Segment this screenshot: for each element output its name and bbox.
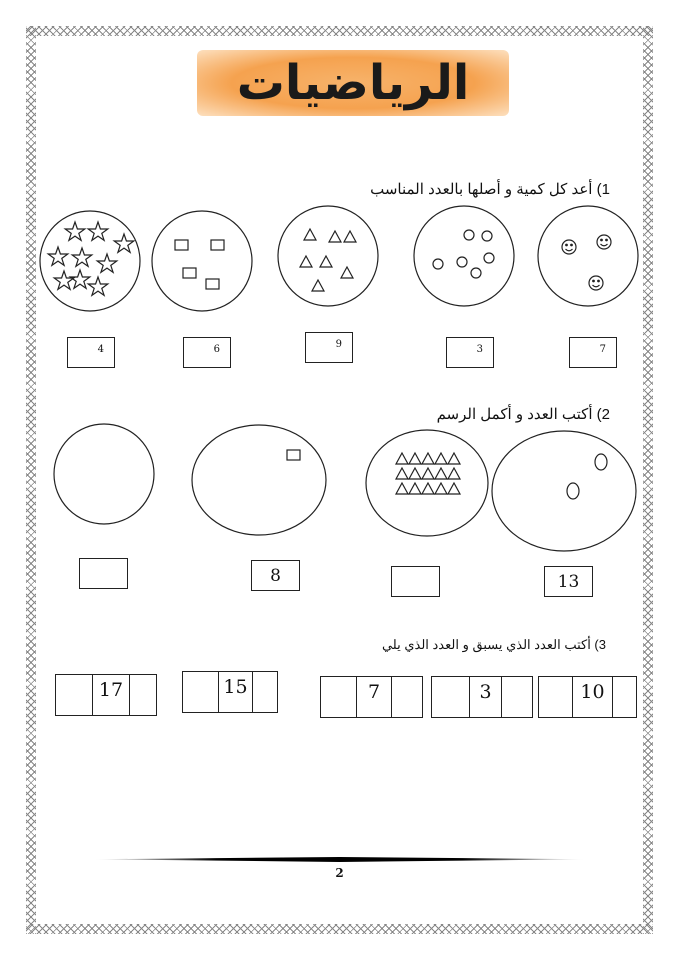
square-icon	[287, 450, 300, 460]
triangle-icon	[422, 483, 434, 494]
dot-icon	[433, 259, 443, 269]
triangle-icon	[448, 468, 460, 479]
oval-icon	[595, 454, 607, 470]
set-circle-stars	[40, 211, 140, 311]
before-cell[interactable]	[539, 677, 573, 717]
triangle-icon	[422, 453, 434, 464]
ellipse-with-square	[192, 425, 326, 535]
square-icon	[175, 240, 188, 250]
smiley-icon	[597, 235, 611, 249]
oval-icon	[567, 483, 579, 499]
dot-icon	[457, 257, 467, 267]
triangle-icon	[344, 231, 356, 242]
page-number: 2	[335, 866, 344, 880]
page-title: الرياضيات	[236, 55, 470, 111]
star-icon	[88, 277, 108, 295]
set-circle-triangles	[278, 206, 378, 306]
triangle-icon	[320, 256, 332, 267]
star-icon	[54, 271, 74, 289]
dot-icon	[482, 231, 492, 241]
before-cell[interactable]	[183, 672, 219, 712]
triangle-icon	[435, 468, 447, 479]
triangle-icon	[304, 229, 316, 240]
sequence-box-2	[182, 671, 278, 713]
star-icon	[88, 222, 108, 240]
triangle-icon	[448, 453, 460, 464]
set-circle-squares	[152, 211, 252, 311]
set-circle-smileys	[538, 206, 638, 306]
triangle-icon	[422, 468, 434, 479]
triangle-icon	[409, 453, 421, 464]
sequence-box-5	[538, 676, 637, 718]
given-number: 3	[470, 677, 502, 717]
triangle-icon	[329, 231, 341, 242]
number-box-1[interactable]: 4	[67, 337, 115, 368]
triangle-icon	[341, 267, 353, 278]
given-number: 15	[219, 672, 253, 712]
given-number: 10	[573, 677, 613, 717]
instruction-1: 1) أعد كل كمية و أصلها بالعدد المناسب	[370, 181, 610, 198]
triangle-icon	[435, 453, 447, 464]
given-number: 7	[357, 677, 392, 717]
star-icon	[65, 222, 85, 240]
smiley-icon	[589, 276, 603, 290]
square-icon	[206, 279, 219, 289]
triangle-icon	[396, 468, 408, 479]
ellipse-with-triangles	[366, 430, 488, 536]
star-icon	[114, 234, 134, 252]
after-cell[interactable]	[253, 672, 277, 712]
sequence-box-3	[320, 676, 423, 718]
smiley-icon	[562, 240, 576, 254]
before-cell[interactable]	[432, 677, 470, 717]
given-number: 17	[93, 675, 130, 715]
dot-icon	[484, 253, 494, 263]
after-cell[interactable]	[392, 677, 422, 717]
square-icon	[211, 240, 224, 250]
triangle-icon	[396, 453, 408, 464]
number-box-5[interactable]: 7	[569, 337, 617, 368]
star-icon	[72, 248, 92, 266]
after-cell[interactable]	[613, 677, 636, 717]
dot-icon	[464, 230, 474, 240]
star-icon	[48, 247, 68, 265]
after-cell[interactable]	[130, 675, 156, 715]
triangle-icon	[396, 483, 408, 494]
sequence-box-1	[55, 674, 157, 716]
triangle-icon	[435, 483, 447, 494]
answer-box-4[interactable]: 13	[544, 566, 593, 597]
set-circle-dots	[414, 206, 514, 306]
answer-box-1[interactable]	[79, 558, 128, 589]
triangle-icon	[312, 280, 324, 291]
number-box-3[interactable]: 9	[305, 332, 353, 363]
square-icon	[183, 268, 196, 278]
empty-circle	[54, 424, 154, 524]
triangle-icon	[409, 468, 421, 479]
answer-box-2[interactable]: 8	[251, 560, 300, 591]
before-cell[interactable]	[56, 675, 93, 715]
number-box-4[interactable]: 3	[446, 337, 494, 368]
triangle-icon	[300, 256, 312, 267]
after-cell[interactable]	[502, 677, 532, 717]
sequence-box-4	[431, 676, 533, 718]
star-icon	[70, 270, 90, 288]
before-cell[interactable]	[321, 677, 357, 717]
triangle-icon	[409, 483, 421, 494]
ellipse-with-ovals	[492, 431, 636, 551]
answer-box-3[interactable]	[391, 566, 440, 597]
instruction-3: 3) أكتب العدد الذي يسبق و العدد الذي يلي	[381, 637, 606, 652]
dot-icon	[471, 268, 481, 278]
instruction-2: 2) أكتب العدد و أكمل الرسم	[436, 406, 610, 423]
number-box-2[interactable]: 6	[183, 337, 231, 368]
star-icon	[97, 254, 117, 272]
triangle-icon	[448, 483, 460, 494]
